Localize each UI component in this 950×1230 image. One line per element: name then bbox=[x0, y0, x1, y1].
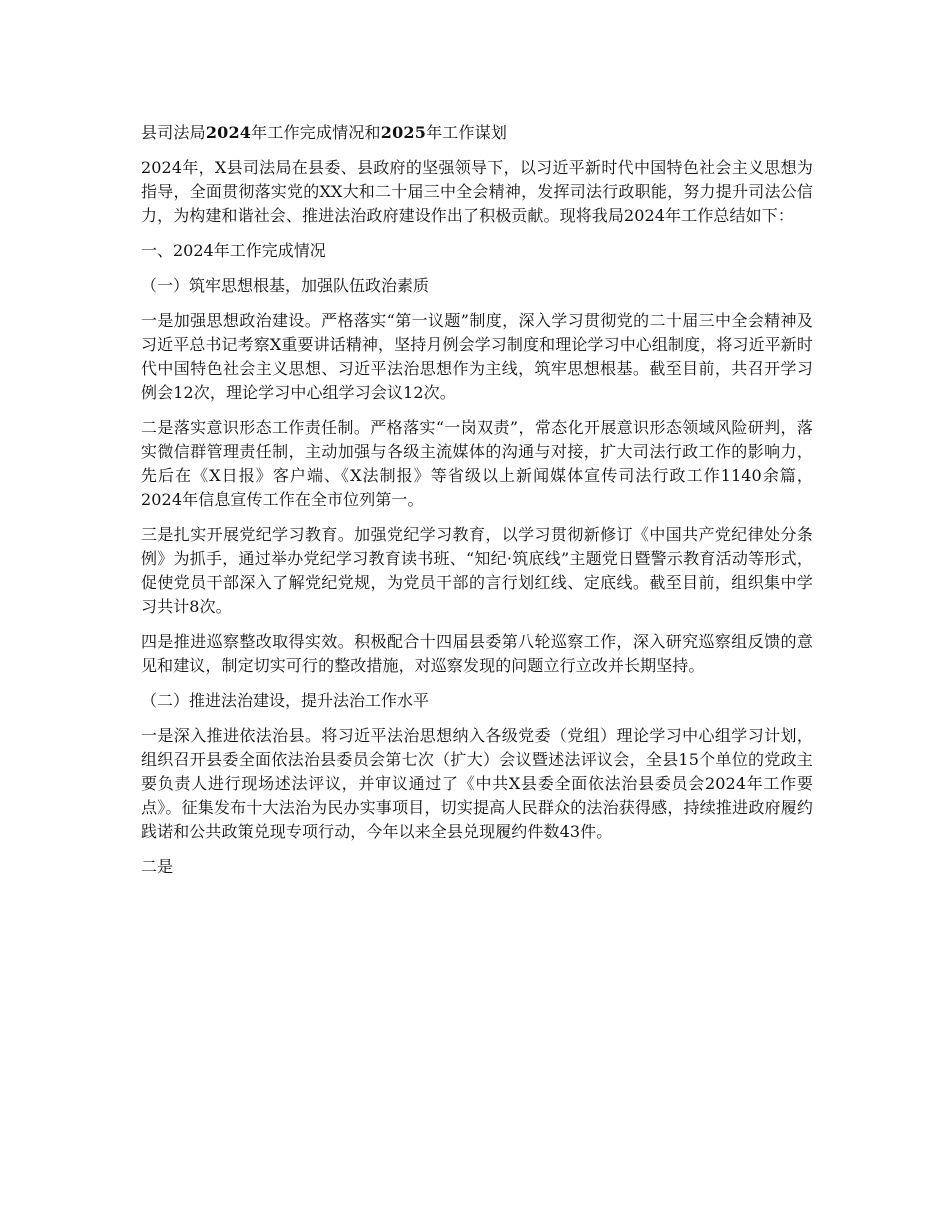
title-part: 年工作完成情况和 bbox=[251, 123, 381, 142]
section-heading: 一、2024年工作完成情况 bbox=[141, 241, 326, 260]
title-year-2025: 2025 bbox=[380, 123, 427, 142]
subsection-heading: （一）筑牢思想根基，加强队伍政治素质 bbox=[141, 276, 430, 295]
body-paragraph: 四是推进巡察整改取得实效。积极配合十四届县委第八轮巡察工作，深入研究巡察组反馈的意见和建议，制定切实可行的整改措施，对巡察发现的问题立行立改并长期坚持。 bbox=[141, 632, 813, 675]
title-year-2024: 2024 bbox=[205, 123, 252, 142]
body-paragraph: 三是扎实开展党纪学习教育。加强党纪学习教育，以学习贯彻新修订《中国共产党纪律处分条例》为抓手，通过举办党纪学习教育读书班、“知纪·筑底线”主题党日暨警示教育活动等形式，促使党员干部深入了解党纪党规，为党员干部的言行划红线、定底线。截至目前，组织集中学习共计8次。 bbox=[141, 525, 813, 616]
body-paragraph: 一是加强思想政治建设。严格落实“第一议题”制度，深入学习贯彻党的二十届三中全会精神及习近平总书记考察X重要讲话精神，坚持月例会学习制度和理论学习中心组制度，将习近平新时代中国特色社会主义思想、习近平法治思想作为主线，筑牢思想根基。截至目前，共召开学习例会12次，理论学习中心组学习会议12次。 bbox=[141, 311, 813, 402]
body-paragraph: 二是落实意识形态工作责任制。严格落实“一岗双责”，常态化开展意识形态领域风险研判，落实微信群管理责任制，主动加强与各级主流媒体的沟通与对接，扩大司法行政工作的影响力，先后在《X日报》客户端、《X法制报》等省级以上新闻媒体宣传司法行政工作1140余篇，2024年信息宣传工作在全市位列第一。 bbox=[141, 418, 813, 509]
subsection-heading: （二）推进法治建设，提升法治工作水平 bbox=[141, 691, 430, 710]
title-part: 年工作谋划 bbox=[426, 123, 508, 142]
body-paragraph: 一是深入推进依法治县。将习近平法治思想纳入各级党委（党组）理论学习中心组学习计划，组织召开县委全面依法治县委员会第七次（扩大）会议暨述法评议会，全县15个单位的党政主要负责人进行现场述法评议，并审议通过了《中共X县委全面依法治县委员会2024年工作要点》。征集发布十大法治为民办实事项目，切实提高人民群众的法治获得感，持续推进政府履约践诺和公共政策兑现专项行动，今年以来全县兑现履约件数43件。 bbox=[141, 726, 813, 841]
title-part: 县司法局 bbox=[141, 123, 206, 142]
document-title bbox=[141, 121, 813, 145]
document-page bbox=[141, 121, 813, 890]
intro-paragraph: 2024年，X县司法局在县委、县政府的坚强领导下，以习近平新时代中国特色社会主义思想为指导，全面贯彻落实党的XX大和二十届三中全会精神，发挥司法行政职能，努力提升司法公信力，为构建和谐社会、推进法治政府建设作出了积极贡献。现将我局2024年工作总结如下： bbox=[141, 158, 813, 225]
body-paragraph-fragment: 二是 bbox=[141, 857, 174, 876]
